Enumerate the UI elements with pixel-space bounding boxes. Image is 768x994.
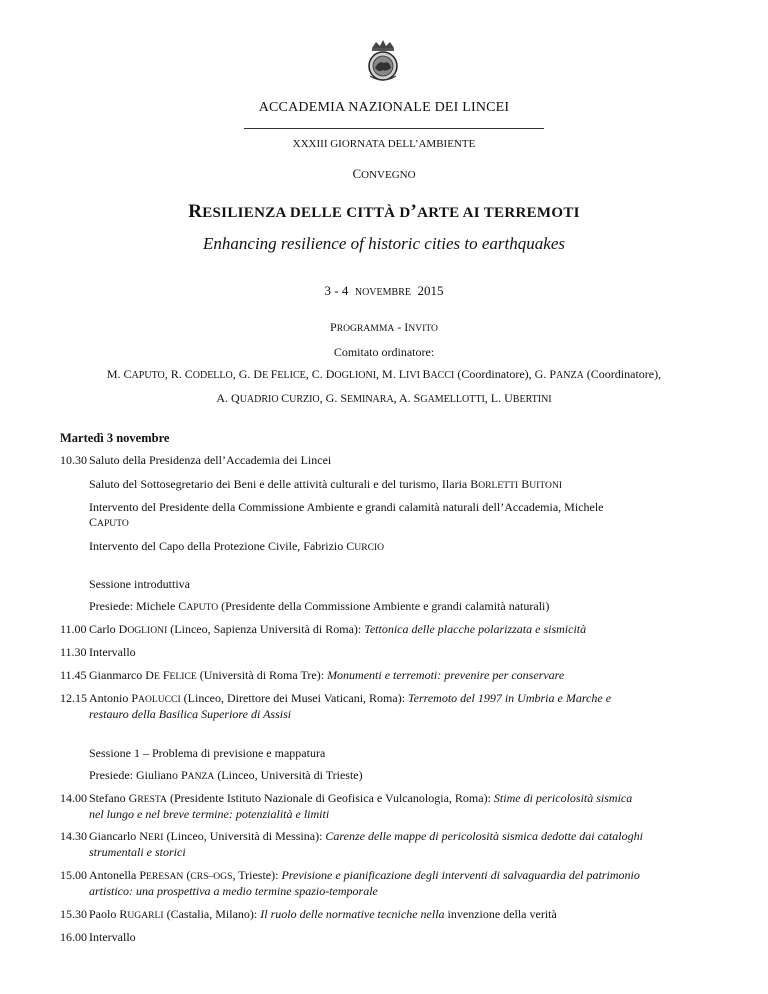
committee-member: R. CODELLO (170, 367, 233, 381)
item-text: Antonio PAOLUCCI (Linceo, Direttore dei Musei Vaticani, Roma): Terremoto del 1997 in Umbria e Marche e restauro della Basilica Superiore di Assisi (89, 691, 612, 721)
committee-member: A. SGAMELLOTTI (399, 391, 485, 405)
session-chair: Presiede: Michele CAPUTO (Presidente della Commissione Ambiente e grandi calamità naturali) (89, 599, 550, 613)
time-label: 14.30 (60, 829, 87, 843)
item-text: Stefano GRESTA (Presidente Istituto Nazionale di Geofisica e Vulcanologia, Roma): Stime di pericolosità sismica nel lungo e nel breve termine: potenzialità e limiti (89, 791, 633, 821)
session-title: Sessione 1 – Problema di previsione e mappatura (89, 746, 326, 760)
item-text: Paolo RUGARLI (Castalia, Milano): Il ruolo delle normative tecniche nella invenzione della verità (89, 907, 557, 921)
committee-member: M. CAPUTO (106, 367, 165, 381)
event-dates: 3 - 4 NOVEMBRE 2015 (324, 283, 444, 298)
time-label: 10.30 (60, 453, 87, 467)
item-text: Intervallo (89, 645, 136, 659)
committee-member: A. QUADRIO CURZIO (216, 391, 320, 405)
item-text: Intervento del Presidente della Commissione Ambiente e grandi calamità naturali dell’Accademia, Michele CAPUTO (89, 500, 604, 529)
committee-member: G. DE FELICE (238, 367, 306, 381)
time-label: 11.30 (60, 645, 87, 659)
edition-label: XXXIII GIORNATA DELL’AMBIENTE (292, 138, 476, 150)
session-title: Sessione introduttiva (89, 577, 190, 591)
item-text: Intervallo (89, 930, 136, 944)
day-heading: Martedì 3 novembre (60, 431, 170, 445)
item-text: Carlo DOGLIONI (Linceo, Sapienza Università di Roma): Tettonica delle placche polarizzata e sismicità (89, 622, 587, 636)
item-text: Intervento del Capo della Protezione Civile, Fabrizio CURCIO (89, 539, 385, 553)
time-label: 11.00 (60, 622, 87, 636)
event-type: CONVEGNO (352, 166, 416, 181)
item-text: Giancarlo NERI (Linceo, Università di Messina): Carenze delle mappe di pericolosità sismica dedotte dai cataloghi strumentali e storici (89, 829, 643, 859)
committee-member: G. SEMINARA (325, 391, 394, 405)
time-label: 14.00 (60, 791, 87, 805)
item-text: Gianmarco DE FELICE (Università di Roma Tre): Monumenti e terremoti: prevenire per conservare (89, 668, 565, 682)
event-title: RESILIENZA DELLE CITTÀ D’ARTE AI TERREMOTI (188, 201, 580, 222)
academy-name: ACCADEMIA NAZIONALE DEI LINCEI (258, 100, 510, 115)
committee-label: Comitato ordinatore: (333, 345, 435, 359)
committee-line-2: A. QUADRIO CURZIO, G. SEMINARA, A. SGAMELLOTTI, L. UBERTINI (216, 391, 552, 405)
time-label: 12.15 (60, 691, 87, 705)
committee-member: M. LIVI BACCI (Coordinatore) (382, 367, 529, 381)
time-label: 15.00 (60, 868, 87, 882)
academy-emblem-icon (364, 38, 402, 84)
time-label: 16.00 (60, 930, 87, 944)
committee-member: L. UBERTINI (490, 391, 552, 405)
item-text: Saluto del Sottosegretario dei Beni e delle attività culturali e del turismo, Ilaria BORLETTI BUITONI (89, 477, 563, 491)
item-text: Saluto della Presidenza dell’Accademia dei Lincei (89, 453, 332, 467)
header-divider (244, 128, 544, 129)
item-text: Antonella PERESAN (CRS–OGS, Trieste): Previsione e pianificazione degli interventi di salvaguardia del patrimonio artistico: una prospettiva a medio termine spazio-temporale (89, 868, 640, 898)
committee-member: G. PANZA (Coordinatore) (534, 367, 659, 381)
committee-line-1: M. CAPUTO, R. CODELLO, G. DE FELICE, C. DOGLIONI, M. LIVI BACCI (Coordinatore), G. PANZA (Coordinatore), (106, 367, 662, 381)
time-label: 11.45 (60, 668, 87, 682)
time-label: 15.30 (60, 907, 87, 921)
session-chair: Presiede: Giuliano PANZA (Linceo, Università di Trieste) (89, 768, 363, 782)
committee-member: C. DOGLIONI (311, 367, 377, 381)
event-subtitle: Enhancing resilience of historic cities to earthquakes (203, 234, 565, 253)
programma-invito: PROGRAMMA - INVITO (330, 320, 438, 334)
